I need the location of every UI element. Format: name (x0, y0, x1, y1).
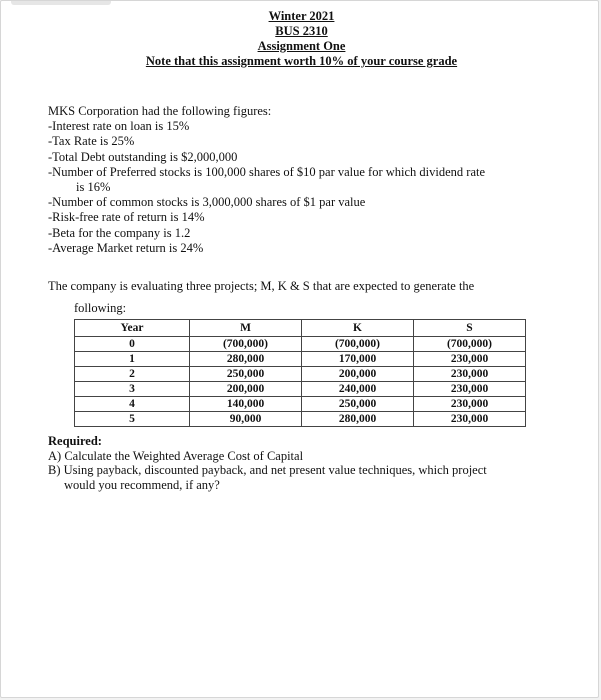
grade-note: Note that this assignment worth 10% of your course grade (145, 54, 458, 68)
table-row (75, 382, 526, 397)
cell-k: 240,000 (302, 382, 414, 397)
column-header-year: Year (75, 320, 190, 337)
cell-s: 230,000 (414, 397, 526, 412)
cell-m: 90,000 (190, 412, 302, 427)
cell-year: 0 (75, 337, 190, 352)
cell-s: (700,000) (414, 337, 526, 352)
figure-item: -Beta for the company is 1.2 (48, 225, 191, 240)
cell-year: 4 (75, 397, 190, 412)
cell-m: (700,000) (190, 337, 302, 352)
column-header-k: K (302, 320, 414, 337)
table-row (75, 352, 526, 367)
cash-flow-table (74, 319, 526, 427)
projects-intro (48, 275, 548, 319)
cell-k: 200,000 (302, 367, 414, 382)
company-figures (48, 104, 548, 256)
table-row (75, 367, 526, 382)
table-row (75, 397, 526, 412)
figure-item: -Interest rate on loan is 15% (48, 119, 190, 134)
cell-k: 250,000 (302, 397, 414, 412)
table-row (75, 337, 526, 352)
requirement-b-continued: would you recommend, if any? (64, 477, 220, 492)
page-tab-shadow (11, 1, 111, 5)
cell-year: 5 (75, 412, 190, 427)
required-section (48, 434, 548, 492)
cell-k: 170,000 (302, 352, 414, 367)
figure-item: -Number of common stocks is 3,000,000 shares of $1 par value (48, 195, 366, 210)
figure-item: -Tax Rate is 25% (48, 134, 135, 149)
cell-s: 230,000 (414, 367, 526, 382)
cell-s: 230,000 (414, 382, 526, 397)
term-title: Winter 2021 (268, 9, 335, 23)
cell-m: 140,000 (190, 397, 302, 412)
cell-m: 200,000 (190, 382, 302, 397)
document-header (1, 9, 601, 69)
cell-k: (700,000) (302, 337, 414, 352)
cell-s: 230,000 (414, 412, 526, 427)
figure-item: -Total Debt outstanding is $2,000,000 (48, 149, 238, 164)
requirement-a: A) Calculate the Weighted Average Cost of Capital (48, 448, 304, 463)
column-header-m: M (190, 320, 302, 337)
table-header-row (75, 320, 526, 337)
projects-line: The company is evaluating three projects; M, K & S that are expected to generate the (48, 279, 475, 293)
figure-item: -Number of Preferred stocks is 100,000 shares of $10 par value for which dividend rate (48, 164, 486, 179)
cell-k: 280,000 (302, 412, 414, 427)
projects-line: following: (74, 301, 127, 315)
figure-item: -Risk-free rate of return is 14% (48, 210, 205, 225)
cell-year: 2 (75, 367, 190, 382)
cell-m: 250,000 (190, 367, 302, 382)
column-header-s: S (414, 320, 526, 337)
cell-year: 3 (75, 382, 190, 397)
required-title: Required: (48, 434, 102, 448)
cell-s: 230,000 (414, 352, 526, 367)
requirement-b: B) Using payback, discounted payback, and net present value techniques, which project (48, 463, 487, 477)
figure-item: -Average Market return is 24% (48, 240, 204, 255)
figure-item-continued: is 16% (76, 180, 111, 195)
cell-m: 280,000 (190, 352, 302, 367)
course-code: BUS 2310 (275, 24, 328, 38)
table-row (75, 412, 526, 427)
figures-lead: MKS Corporation had the following figures: (48, 104, 272, 118)
cell-year: 1 (75, 352, 190, 367)
assignment-title: Assignment One (257, 39, 346, 53)
